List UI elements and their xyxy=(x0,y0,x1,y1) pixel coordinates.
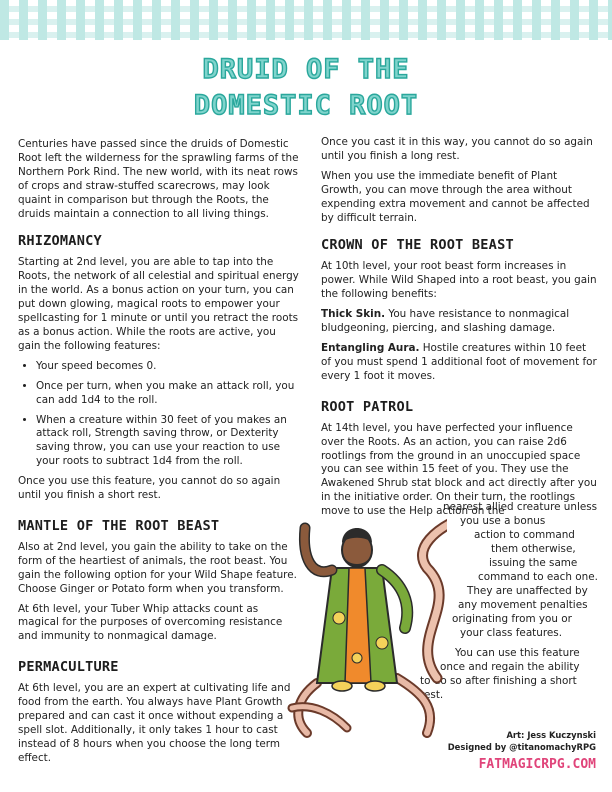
permaculture-heading: PERMACULTURE xyxy=(18,659,119,676)
page-title xyxy=(0,52,612,124)
site-link[interactable]: FATMAGICRPG.COM xyxy=(478,757,596,772)
plant-growth-paragraph-1: Once you cast it in this way, you cannot do so again until you finish a long rest. xyxy=(321,136,593,162)
wrap-line: them otherwise, xyxy=(491,543,576,555)
design-credit: Designed by @titanomachyRPG xyxy=(447,742,596,752)
mantle-paragraph-1: Also at 2nd level, you gain the ability to take on the form of the heartiest of animals, the root beast. You gain the following option for your Wild Shape feature. Choose Ginger or Potato form when you transform. xyxy=(18,540,297,595)
left-column xyxy=(18,138,300,772)
wrap-line: to do so after finishing a short xyxy=(420,675,577,687)
entangling-aura-term: Entangling Aura. xyxy=(321,341,420,354)
art-credit: Art: Jess Kuczynski xyxy=(506,730,596,740)
title-line-1: DRUID OF THE xyxy=(202,54,410,85)
wrap-line: once and regain the ability xyxy=(440,661,580,673)
thick-skin-text: You have resistance to nonmagical bludgeoning, piercing, and slashing damage. xyxy=(321,308,570,335)
wrap-line: action to command xyxy=(474,529,575,541)
entangling-aura-paragraph xyxy=(321,342,597,384)
credits xyxy=(448,729,596,753)
wrap-line: nearest allied creature unless xyxy=(443,501,598,513)
crown-heading: CROWN OF THE ROOT BEAST xyxy=(321,237,514,254)
wrap-line: your class features. xyxy=(460,627,562,639)
list-item: • Once per turn, when you make an attack roll, you can add 1d4 to the roll. xyxy=(36,380,300,408)
rhizomancy-heading: RHIZOMANCY xyxy=(18,233,102,250)
wrap-line: issuing the same xyxy=(489,557,578,569)
wrap-line: They are unaffected by xyxy=(467,585,588,597)
permaculture-paragraph: At 6th level, you are an expert at cultivating life and food from the earth. You always have Plant Growth prepared and can cast it once without expending a spell slot. Additionally, it only takes 1 hour to cast instead of 8 hours when you choose the long term effect. xyxy=(18,682,291,764)
rhizomancy-paragraph-2: Once you use this feature, you cannot do so again until you finish a short rest. xyxy=(18,475,281,502)
thick-skin-term: Thick Skin. xyxy=(321,308,386,321)
header-stripes xyxy=(0,0,612,40)
druid-illustration xyxy=(287,508,447,738)
root-patrol-paragraph: At 14th level, you have perfected your influence over the Roots. As an action, you can raise 2d6 rootlings from the ground in an unoccupied space you can see within 15 feet of you. They use the Awakened Shrub stat block and act directly after you in the initiative order. On their turn, the rootlings move to use the Help action on the xyxy=(321,421,597,518)
right-column xyxy=(321,136,597,525)
list-item: • When a creature within 30 feet of you makes an attack roll, Strength saving throw, or Dexterity saving throw, you can use your reaction to use your roots to subtract 1d4 from the roll. xyxy=(36,414,300,470)
entangling-aura-text: Hostile creatures within 10 feet of you must spend 1 additional foot of movement for every 1 foot it moves. xyxy=(321,341,597,382)
wrap-line: you use a bonus xyxy=(460,515,546,527)
mantle-heading: MANTLE OF THE ROOT BEAST xyxy=(18,517,220,534)
wrap-line: originating from you or xyxy=(452,613,572,625)
intro-paragraph: Centuries have passed since the druids of Domestic Root left the wilderness for the sprawling farms of the Northern Pork Rind. The new world, with its neat rows of crops and straw-stuffed scarecrows, may look quaint in comparison but through the Roots, the druids maintain a connection to all living things. xyxy=(18,138,299,220)
wrap-line: rest. xyxy=(420,689,444,701)
root-patrol-heading: ROOT PATROL xyxy=(321,398,414,415)
title-line-2: DOMESTIC ROOT xyxy=(193,90,419,121)
wrap-line: any movement penalties xyxy=(458,599,588,611)
rhizomancy-paragraph-1: Starting at 2nd level, you are able to tap into the Roots, the network of all celestial and spiritual energy in the world. As a bonus action on your turn, you can put down glowing, magical roots to empower your spellcasting for 1 minute or until you retract the roots as a bonus action. While the roots are active, you gain the following features: xyxy=(18,256,299,352)
crown-paragraph: At 10th level, your root beast form increases in power. While Wild Shaped into a root beast, you gain the following benefits: xyxy=(321,260,597,301)
rhizomancy-bullet-list xyxy=(18,360,300,469)
list-item: • Your speed becomes 0. xyxy=(36,360,300,374)
thick-skin-paragraph xyxy=(321,308,597,336)
wrap-line: You can use this feature xyxy=(455,647,580,659)
mantle-paragraph-2: At 6th level, your Tuber Whip attacks count as magical for the purposes of overcoming resistance and immunity to nonmagical damage. xyxy=(18,602,283,643)
wrap-line: command to each one. xyxy=(478,571,598,583)
plant-growth-paragraph-2: When you use the immediate benefit of Plant Growth, you can move through the area without expending extra movement and cannot be affected by difficult terrain. xyxy=(321,169,590,224)
